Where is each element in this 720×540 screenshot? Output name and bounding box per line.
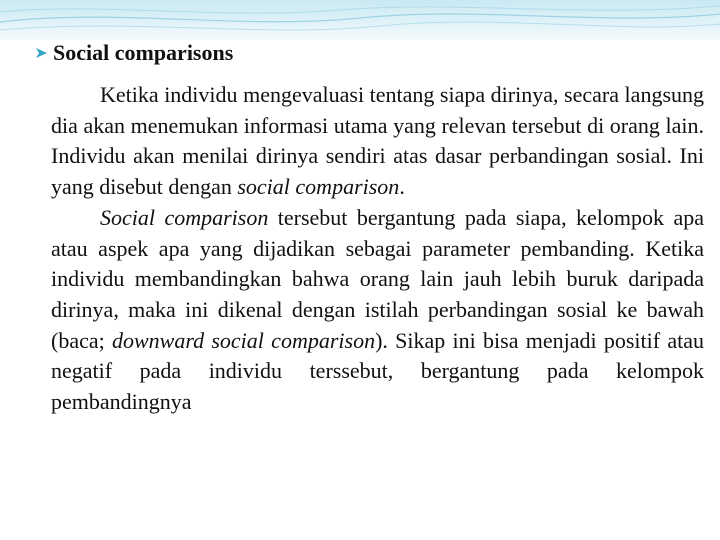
paragraph-2-text: tersebut bergantung pada siapa, kelompok apa atau aspek apa yang dijadikan sebagai parameter pembanding. Ketika individu membandingkan bahwa orang lain jauh lebih buruk daripada dirinya, maka ini dikenal dengan istilah perbandingan sosial ke bawah (baca;	[51, 204, 704, 353]
paragraph-1-italic-term: social comparison	[237, 174, 400, 200]
paragraph-2-italic-term-2: downward social comparison	[112, 327, 376, 353]
paragraph-2-end: ). Sikap ini bisa menjadi positif atau negatif pada individu terssebut, bergantung pada kelompok pembandingnya	[51, 327, 704, 415]
banner-waves	[0, 0, 720, 40]
paragraph-1-end: .	[399, 174, 405, 200]
heading-text: Social comparisons	[53, 40, 234, 65]
arrow-bullet-icon	[34, 45, 50, 61]
slide-heading	[34, 40, 233, 66]
paragraph-1	[51, 80, 704, 203]
decorative-banner	[0, 0, 720, 40]
paragraph-1-text: Ketika individu mengevaluasi tentang siapa dirinya, secara langsung dia akan menemukan informasi utama yang relevan tersebut di orang lain. Individu akan menilai dirinya sendiri atas dasar perbandingan sosial. Ini yang disebut dengan	[51, 82, 704, 200]
body-text	[51, 80, 704, 418]
paragraph-2	[51, 203, 704, 418]
paragraph-2-italic-term: Social comparison	[100, 204, 269, 230]
